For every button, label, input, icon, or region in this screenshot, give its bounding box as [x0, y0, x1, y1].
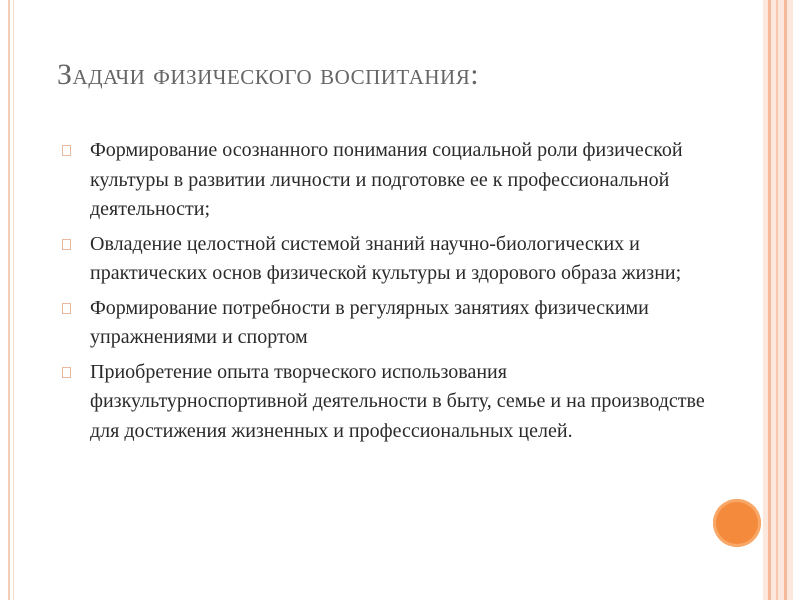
bullet-text: Формирование осознанного понимания социальной роли физической культуры в развитии личности и подготовке ее к профессиональной деятельности;: [90, 139, 683, 220]
slide-title: [57, 58, 737, 92]
bullet-item: [62, 136, 712, 225]
right-border-edge: [793, 0, 800, 600]
bullet-item: [62, 230, 712, 289]
orange-circle-decoration: [713, 499, 761, 547]
slide-title-first-letter: З: [57, 58, 73, 91]
square-bullet-icon: [62, 303, 71, 314]
square-bullet-icon: [62, 367, 71, 378]
square-bullet-icon: [62, 145, 71, 156]
bullet-text: Формирование потребности в регулярных занятиях физическими упражнениями и спортом: [90, 296, 649, 348]
bullet-list: [62, 136, 712, 451]
right-border-line: [768, 0, 771, 600]
bullet-item: [62, 294, 712, 353]
slide-title-rest: адачи физического воспитания:: [72, 58, 480, 91]
bullet-text: Приобретение опыта творческого использования физкультурноспортивной деятельности в быту, семье и на производстве для достижения жизненных и профессиональных целей.: [90, 360, 705, 442]
right-border-line: [784, 0, 787, 600]
bullet-text: Овладение целостной системой знаний научно-биологических и практических основ физической культуры и здорового образа жизни;: [90, 232, 682, 284]
left-border-line: [8, 0, 10, 600]
left-border-line-inner: [13, 0, 14, 600]
square-bullet-icon: [62, 239, 71, 250]
bullet-item: [62, 358, 712, 447]
right-border-line: [776, 0, 778, 600]
